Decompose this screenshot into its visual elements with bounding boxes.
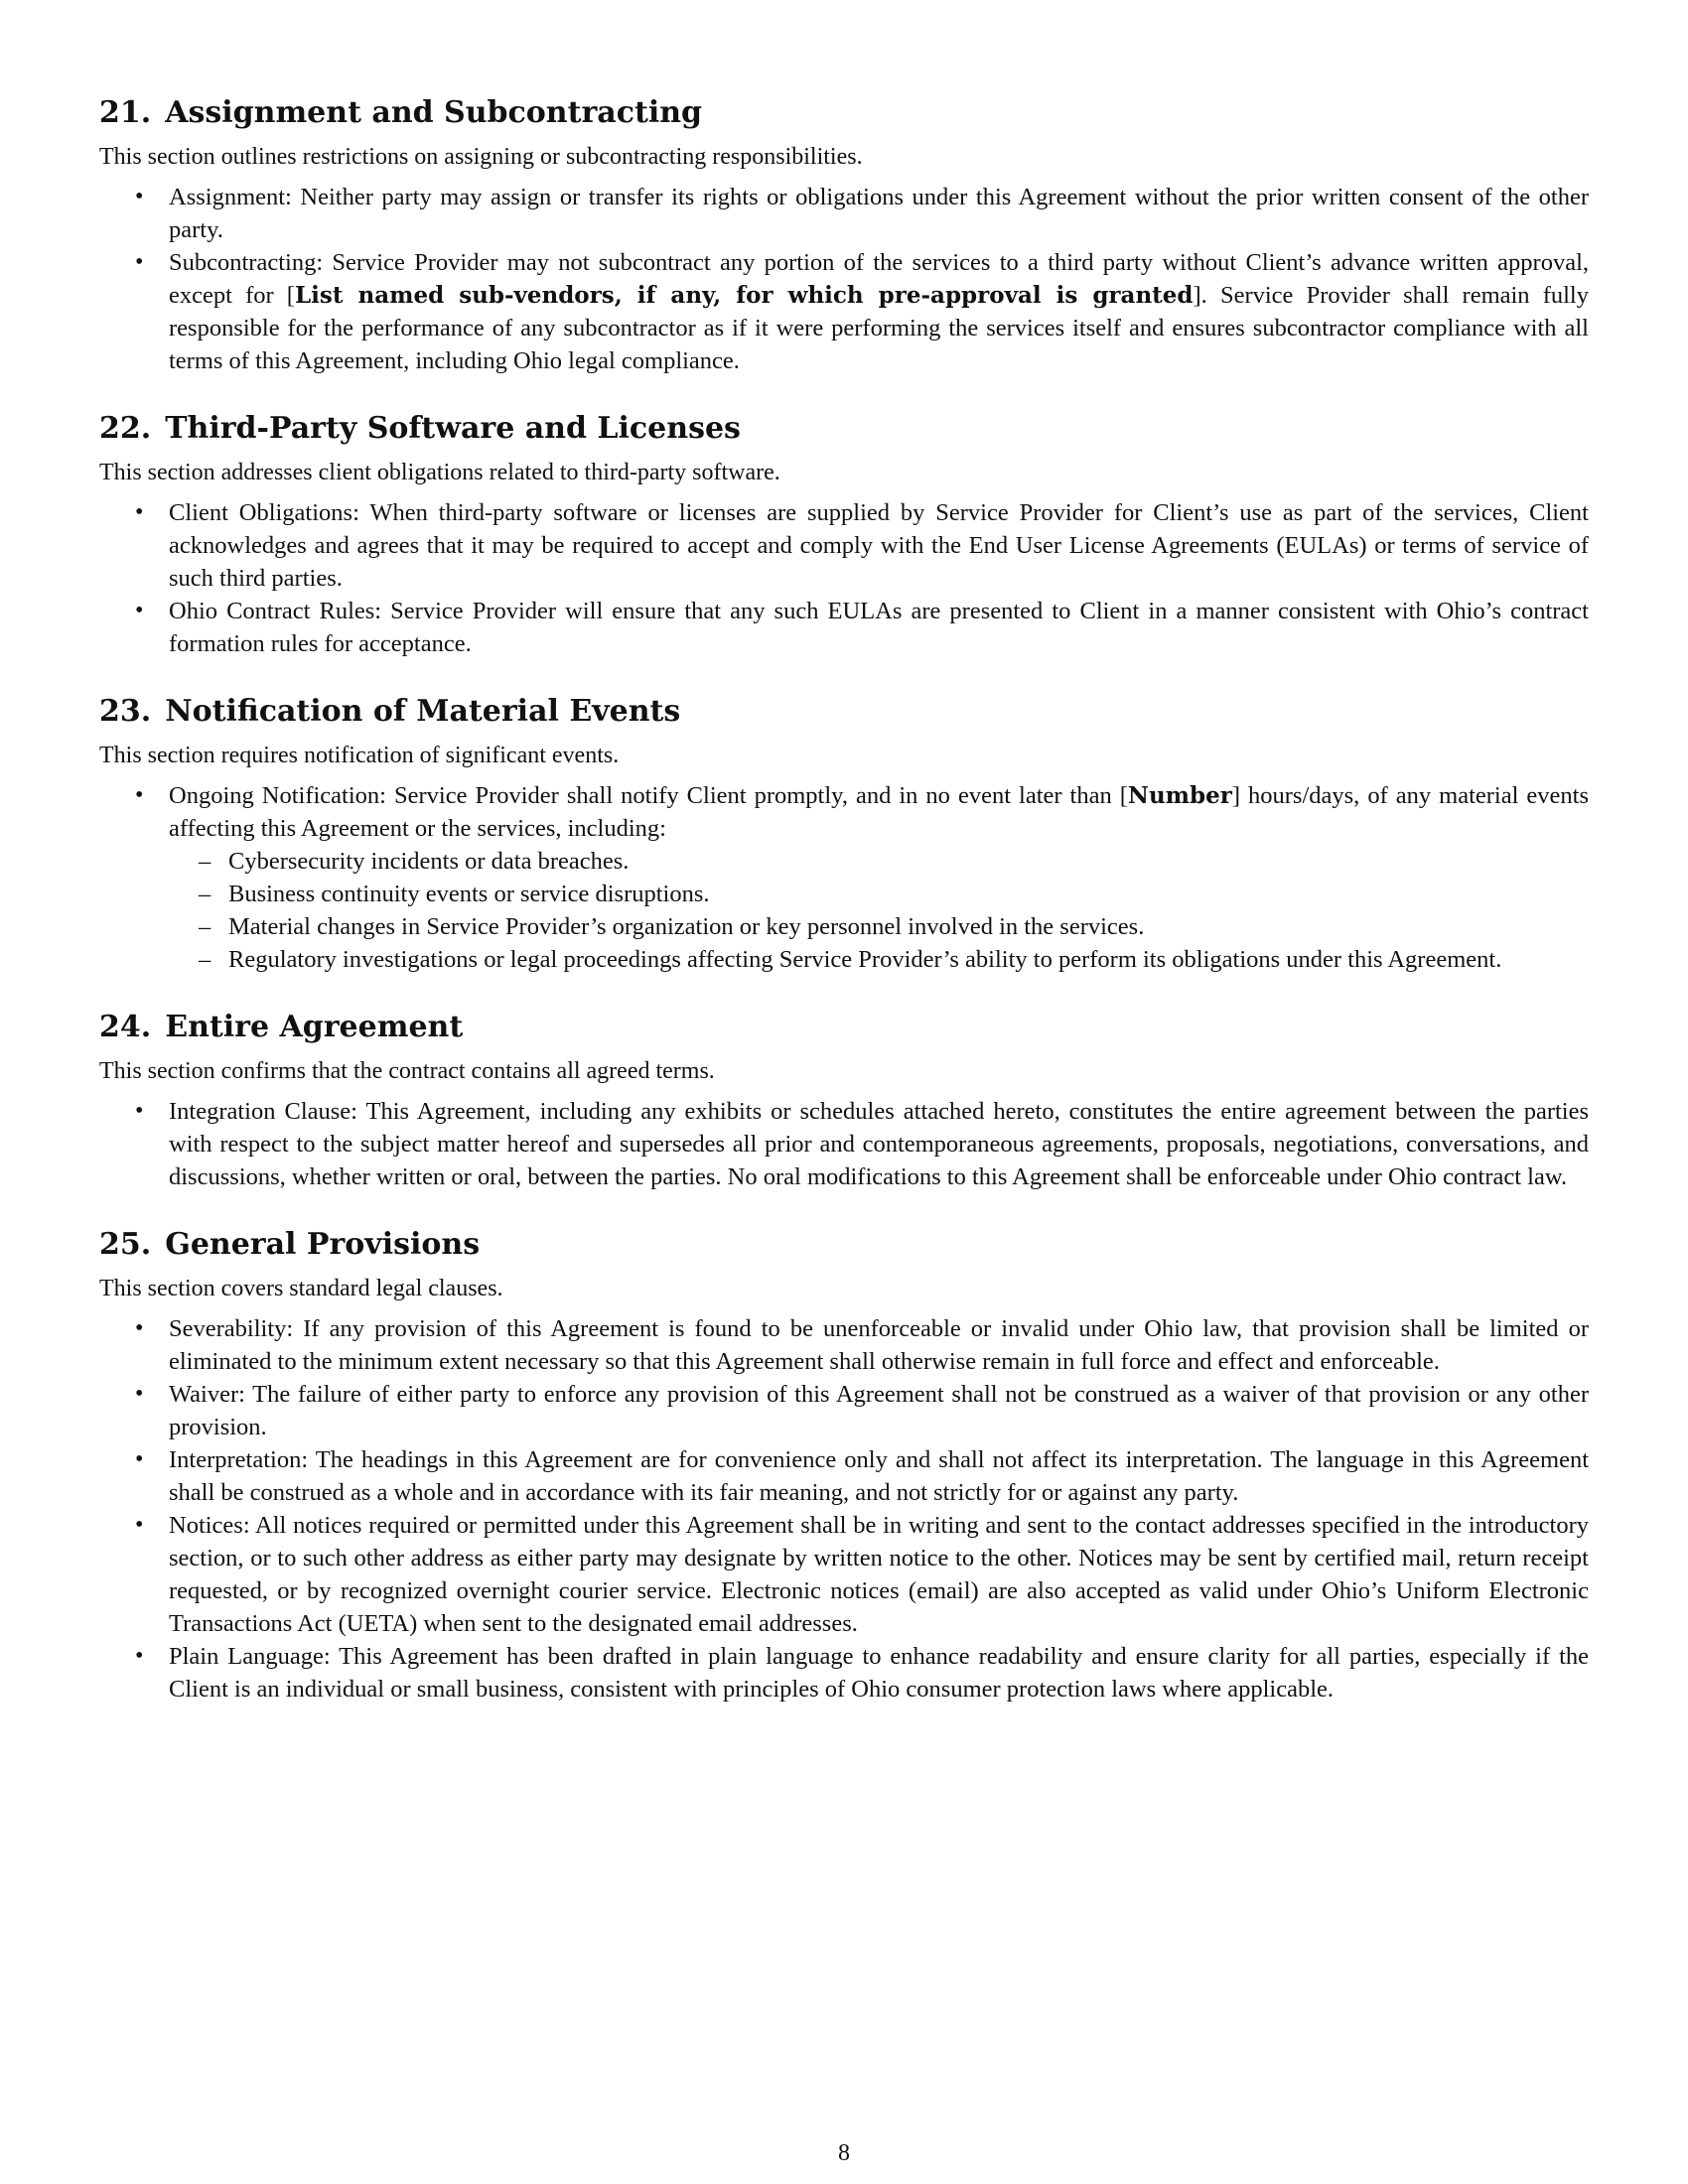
bullet-list bbox=[99, 779, 1589, 976]
section-notification-material-events bbox=[99, 690, 1589, 976]
section-heading bbox=[99, 690, 1589, 734]
section-title: Assignment and Subcontracting bbox=[165, 95, 703, 130]
list-item-notices: • Notices: All notices required or permitted under this Agreement shall be in writing and sent to the contact addresses specified in the introductory section, or to such other address as either party may designate by written notice to the other. Notices may be sent by certified mail, return receipt requested, or by recognized overnight courier service. Electronic notices (email) are also accepted as valid under Ohio’s Uniform Electronic Transactions Act (UETA) when sent to the designated email addresses. bbox=[99, 1509, 1589, 1640]
section-entire-agreement bbox=[99, 1006, 1589, 1193]
section-number: 21. bbox=[99, 95, 152, 130]
sublist-item: – Business continuity events or service disruptions. bbox=[169, 878, 1589, 910]
bullet-list bbox=[99, 1095, 1589, 1193]
list-item-plain-language: • Plain Language: This Agreement has been drafted in plain language to enhance readability and ensure clarity for all parties, especially if the Client is an individual or small business, consistent with principles of Ohio consumer protection laws where applicable. bbox=[99, 1640, 1589, 1706]
list-item-client-obligations: • Client Obligations: When third-party software or licenses are supplied by Service Provider for Client’s use as part of the services, Client acknowledges and agrees that it may be required to accept and comply with the End User License Agreements (EULAs) or terms of service of such third parties. bbox=[99, 496, 1589, 595]
item-text: Subcontracting: Service Provider may not subcontract any portion of the services to a third party without Client’s advance written approval, except for [ bbox=[169, 249, 1589, 309]
section-title: Third-Party Software and Licenses bbox=[165, 411, 741, 446]
section-heading bbox=[99, 91, 1589, 135]
placeholder-number: Number bbox=[1127, 782, 1232, 809]
section-title: Notification of Material Events bbox=[165, 694, 681, 729]
section-intro: This section outlines restrictions on assigning or subcontracting responsibilities. bbox=[99, 144, 863, 170]
section-general-provisions bbox=[99, 1223, 1589, 1706]
section-title: General Provisions bbox=[165, 1227, 481, 1262]
section-number: 23. bbox=[99, 694, 152, 729]
list-item-ongoing-notification bbox=[99, 779, 1589, 976]
item-text: Ongoing Notification: Service Provider shall notify Client promptly, and in no event later than [ bbox=[169, 782, 1128, 809]
item-text: ] hours/days, of any material events affecting this Agreement or the services, including: bbox=[169, 782, 1590, 842]
section-number: 22. bbox=[99, 411, 152, 446]
list-item-severability: • Severability: If any provision of this Agreement is found to be unenforceable or invalid under Ohio law, that provision shall be limited or eliminated to the minimum extent necessary so that this Agreement shall otherwise remain in full force and effect and enforceable. bbox=[99, 1312, 1589, 1378]
bullet-list bbox=[99, 1312, 1589, 1706]
document-page bbox=[99, 91, 1589, 1735]
section-assignment-subcontracting bbox=[99, 91, 1589, 377]
section-heading bbox=[99, 407, 1589, 451]
section-intro: This section addresses client obligations related to third-party software. bbox=[99, 460, 780, 485]
section-number: 24. bbox=[99, 1010, 152, 1044]
section-heading bbox=[99, 1223, 1589, 1267]
section-intro: This section confirms that the contract contains all agreed terms. bbox=[99, 1058, 715, 1084]
section-intro: This section covers standard legal clauses. bbox=[99, 1276, 503, 1301]
section-heading bbox=[99, 1006, 1589, 1049]
list-item-subcontracting bbox=[99, 246, 1589, 377]
dash-sublist bbox=[169, 845, 1589, 976]
list-item-ohio-contract-rules: • Ohio Contract Rules: Service Provider will ensure that any such EULAs are presented to Client in a manner consistent with Ohio’s contract formation rules for acceptance. bbox=[99, 595, 1589, 660]
sublist-item: – Cybersecurity incidents or data breaches. bbox=[169, 845, 1589, 878]
bullet-list bbox=[99, 496, 1589, 660]
sublist-item: – Material changes in Service Provider’s organization or key personnel involved in the services. bbox=[169, 910, 1589, 943]
sublist-item: – Regulatory investigations or legal proceedings affecting Service Provider’s ability to perform its obligations under this Agreement. bbox=[169, 943, 1589, 976]
placeholder-sub-vendors: List named sub-vendors, if any, for which pre-approval is granted bbox=[294, 282, 1194, 309]
list-item-assignment: • Assignment: Neither party may assign or transfer its rights or obligations under this Agreement without the prior written consent of the other party. bbox=[99, 181, 1589, 246]
page-number: 8 bbox=[838, 2140, 850, 2166]
list-item-waiver: • Waiver: The failure of either party to enforce any provision of this Agreement shall not be construed as a waiver of that provision or any other provision. bbox=[99, 1378, 1589, 1443]
section-third-party-software bbox=[99, 407, 1589, 660]
section-title: Entire Agreement bbox=[165, 1010, 464, 1044]
bullet-list bbox=[99, 181, 1589, 377]
list-item-integration-clause: • Integration Clause: This Agreement, including any exhibits or schedules attached hereto, constitutes the entire agreement between the parties with respect to the subject matter hereof and supersedes all prior and contemporaneous agreements, proposals, negotiations, conversations, and discussions, whether written or oral, between the parties. No oral modifications to this Agreement shall be enforceable under Ohio contract law. bbox=[99, 1095, 1589, 1193]
list-item-interpretation: • Interpretation: The headings in this Agreement are for convenience only and shall not affect its interpretation. The language in this Agreement shall be construed as a whole and in accordance with its fair meaning, and not strictly for or against any party. bbox=[99, 1443, 1589, 1509]
item-text: ]. Service Provider shall remain fully responsible for the performance of any subcontractor as if it were performing the services itself and ensures subcontractor compliance with all terms of this Agreement, including Ohio legal compliance. bbox=[169, 282, 1589, 374]
section-intro: This section requires notification of significant events. bbox=[99, 743, 620, 768]
section-number: 25. bbox=[99, 1227, 152, 1262]
